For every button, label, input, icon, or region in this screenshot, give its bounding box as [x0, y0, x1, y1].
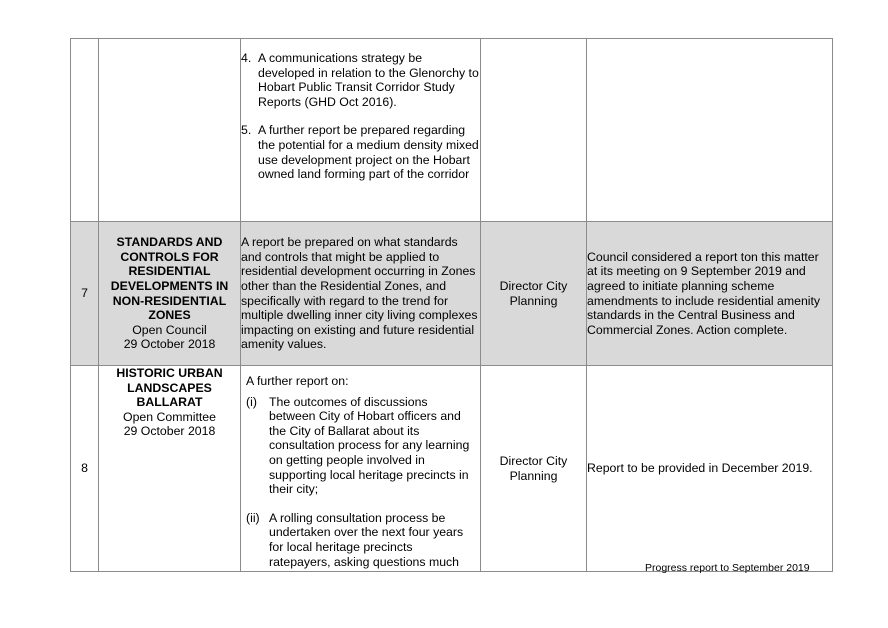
- list-marker: 4.: [241, 51, 252, 65]
- progress-report-table: [70, 38, 833, 572]
- status-cell: Council considered a report ton this matter at its meeting on 9 September 2019 and agreed to initiate planning scheme amendments to include residential amenity standards in the Central Business and Commercial Zones. Action complete.: [587, 222, 833, 366]
- list-item: [246, 395, 472, 497]
- item-date: 29 October 2018: [123, 424, 216, 439]
- responsibility-cell: Director City Planning: [481, 222, 587, 366]
- item-number-cell: 8: [71, 366, 99, 572]
- list-marker: 5.: [241, 123, 252, 138]
- item-cell: [99, 366, 241, 572]
- item-meeting: Open Committee: [123, 409, 216, 424]
- item-cell: [99, 39, 241, 222]
- item-title: STANDARDS AND CONTROLS FOR RESIDENTIAL DEVELOPMENTS IN NON-RESIDENTIAL ZONES: [110, 235, 229, 323]
- resolution-intro: A further report on:: [246, 374, 349, 388]
- resolution-list: [246, 395, 472, 570]
- status-cell: Report to be provided in December 2019.: [587, 366, 833, 572]
- item-number-cell: [71, 39, 99, 222]
- list-marker: (i): [246, 394, 257, 409]
- list-text: A rolling consultation process be undertaken over the next four years for local heritage precincts ratepayers, asking questions much: [269, 510, 464, 569]
- list-item: [241, 51, 480, 109]
- responsibility-cell: [481, 39, 587, 222]
- list-marker: (ii): [246, 510, 260, 525]
- resolution-list: [241, 51, 480, 182]
- item-title: HISTORIC URBAN LANDSCAPES BALLARAT: [116, 366, 223, 410]
- table-row: [71, 366, 833, 572]
- list-item: [241, 123, 480, 181]
- table-row: [71, 222, 833, 366]
- status-cell: [587, 39, 833, 222]
- resolution-cell: [241, 39, 481, 222]
- list-text: A further report be prepared regarding the potential for a medium density mixed use development project on the Hobart owned land forming part of the corridor: [258, 123, 479, 182]
- resolution-cell: A report be prepared on what standards and controls that might be applied to residential development occurring in Zones other than the Residential Zones, and specifically with regard to the trend for multiple dwelling inner city living complexes impacting on existing and future residential amenity values.: [241, 222, 481, 366]
- table-row: [71, 39, 833, 222]
- item-cell: [99, 222, 241, 366]
- responsibility-cell: Director City Planning: [481, 366, 587, 572]
- item-meeting: Open Council: [132, 322, 207, 337]
- item-date: 29 October 2018: [123, 337, 216, 352]
- list-item: [246, 511, 472, 569]
- resolution-cell: [241, 366, 481, 572]
- list-text: The outcomes of discussions between City of Hobart officers and the City of Ballarat about its consultation process for any learning on getting people involved in supporting local heritage precincts in their city;: [269, 394, 470, 497]
- item-number-cell: 7: [71, 222, 99, 366]
- list-text: A communications strategy be developed in relation to the Glenorchy to Hobart Public Transit Corridor Study Reports (GHD Oct 2016).: [258, 51, 479, 109]
- page-footer: Progress report to September 2019: [645, 562, 810, 574]
